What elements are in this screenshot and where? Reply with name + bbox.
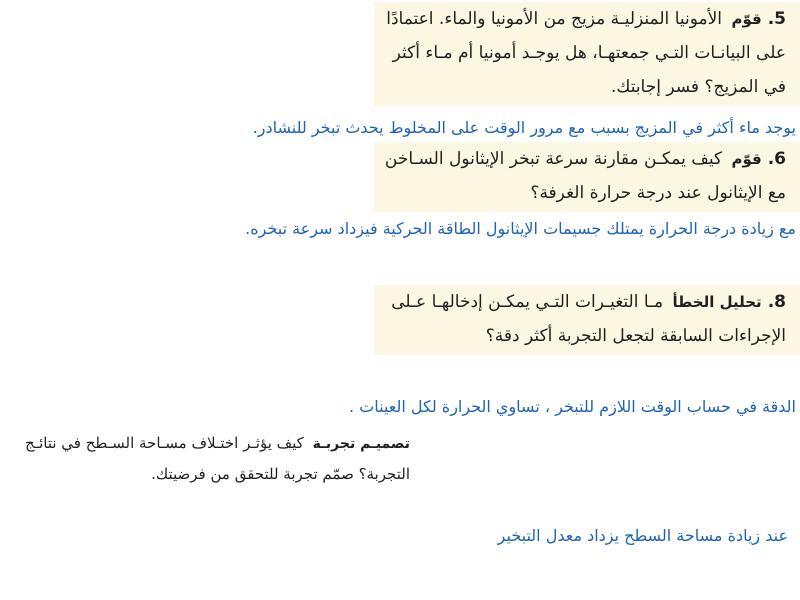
question-6-keyword: قوّم	[731, 150, 762, 168]
answer-6: مع زيادة درجة الحرارة يمتلك جسيمات الإيثانول الطاقة الحركية فيزداد سرعة تبخره.	[245, 219, 796, 238]
question-8-text: مـا التغيـرات التـي يمكـن إدخالهـا عـلى الإجراءات السابقة لتجعل التجربة أكثر دقة؟	[391, 292, 786, 346]
design-answer: عند زيادة مساحة السطح يزداد معدل التبخير	[497, 526, 788, 545]
question-5	[374, 2, 800, 106]
answer-8: الدقة في حساب الوقت اللازم للتبخر ، تساوي الحرارة لكل العينات .	[349, 397, 796, 416]
question-8-keyword: تحليل الخطأ	[672, 293, 762, 311]
question-5-keyword: قوّم	[731, 10, 762, 28]
question-6	[374, 142, 800, 212]
design-question	[10, 428, 410, 489]
question-8-number: 8.	[767, 292, 786, 312]
design-text: كيف يؤثـر اختـلاف مسـاحة السـطح في نتائـج التجربة؟ صمّم تجربة للتحقق من فرضيتك.	[25, 434, 410, 483]
design-keyword: تصميـم تجربـة	[312, 436, 410, 452]
question-8	[374, 285, 800, 355]
question-6-number: 6.	[767, 149, 786, 169]
question-5-number: 5.	[767, 9, 786, 29]
question-6-text: كيف يمكـن مقارنة سرعة تبخر الإيثانول السـاخن مع الإيثانول عند درجة حرارة الغرفة؟	[384, 149, 786, 203]
question-5-text: الأمونيا المنزليـة مزيج من الأمونيا والماء. اعتمادًا على البيانـات التـي جمعتهـا، هل يوجـد أمونيا أم مـاء أكثر في المزيج؟ فسر إجابتك.	[386, 9, 786, 97]
answer-5: يوجد ماء أكثر في المزيج بسبب مع مرور الوقت على المخلوط يحدث تبخر للنشادر.	[252, 118, 796, 137]
